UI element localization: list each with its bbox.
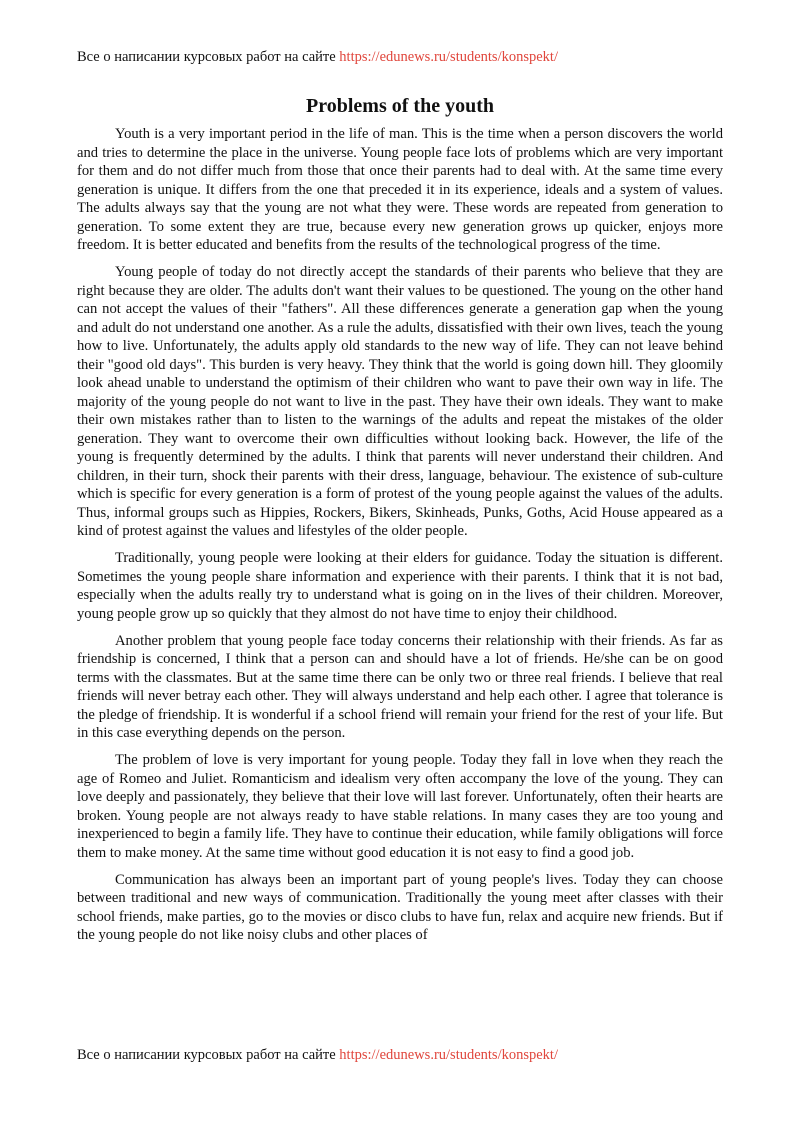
document-body (77, 125, 723, 1040)
paragraph-1: Youth is a very important period in the life of man. This is the time when a person discovers the world and tries to determine the place in the universe. Young people face lots of problems which are very important for them and do not differ much from those that once their parents had to deal with. At the same time every generation is unique. It differs from the one that preceded it in its experience, ideals and a system of values. The adults always say that the young are not what they were. These words are repeated from generation to generation. To some extent they are true, because every new generation grows up quicker, enjoys more freedom. It is better educated and benefits from the results of the technological progress of the time. (77, 126, 723, 253)
paragraph-3: Traditionally, young people were looking at their elders for guidance. Today the situation is different. Sometimes the young people share information and experience with their parents. I think that it is not bad, especially when the adults really try to understand what is going on in the lives of their children. Moreover, young people grow up so quickly that they almost do not have time to enjoy their childhood. (77, 550, 723, 622)
document-title: Problems of the youth (306, 95, 494, 117)
header-link[interactable]: https://edunews.ru/students/konspekt/ (339, 49, 558, 65)
paragraph-5: The problem of love is very important for young people. Today they fall in love when they reach the age of Romeo and Juliet. Romanticism and idealism very often accompany the love of the young. They can love deeply and passionately, they believe that their love will last forever. Unfortunately, often their hearts are broken. Young people are not always ready to have stable relations. In many cases they are too young and inexperienced to begin a family life. They have to continue their education, while family obligations will force them to make money. At the same time without good education it is not easy to find a good job. (77, 752, 723, 861)
paragraph-2: Young people of today do not directly accept the standards of their parents who believe that they are right because they are older. The adults don't want their values to be questioned. The young on the other hand can not accept the values of their "fathers". All these differences generate a generation gap when the young and adult do not understand one another. As a rule the adults, dissatisfied with their own lives, teach the young how to live. Unfortunately, the adults apply old standards to the new way of life. They can not leave behind their "good old days". This burden is very heavy. They think that the world is going down hill. They gloomily look ahead unable to understand the optimism of their children who want to pave their own way in life. The majority of the young people do not want to live in the past. They have their own ideals. They want to make their own mistakes rather than to listen to the warnings of the adults and repeat the mistakes of the older generation. They want to overcome their own difficulties without looking back. However, the life of the young is frequently determined by the adults. I think that parents will never understand their children. And children, in their turn, shock their parents with their dress, language, behaviour. The existence of sub-culture which is specific for every generation is a form of protest of the young people against the values of the adults. Thus, informal groups such as Hippies, Rockers, Bikers, Skinheads, Punks, Goths, Acid House appeared as a kind of protest against the values and lifestyles of the older people. (77, 264, 723, 539)
footer-link[interactable]: https://edunews.ru/students/konspekt/ (339, 1047, 558, 1063)
paragraph-4: Another problem that young people face today concerns their relationship with their friends. As far as friendship is concerned, I think that a person can and should have a lot of friends. He/she can be on good terms with the classmates. But at the same time there can be only two or three real friends. I believe that real friends will never betray each other. They will always understand and help each other. I agree that tolerance is the pledge of friendship. It is wonderful if a school friend will remain your friend for the rest of your life. But in this case everything depends on the person. (77, 632, 723, 741)
page-header (77, 48, 558, 66)
header-text: Все о написании курсовых работ на сайте (77, 49, 340, 65)
page-footer (77, 1046, 558, 1064)
paragraph-6: Communication has always been an important part of young people's lives. Today they can choose between traditional and new ways of communication. Traditionally the young meet after classes with their school friends, make parties, go to the movies or disco clubs to have fun, relax and acquire new friends. But if the young people do not like noisy clubs and other places of (77, 871, 723, 943)
footer-text: Все о написании курсовых работ на сайте (77, 1047, 340, 1063)
